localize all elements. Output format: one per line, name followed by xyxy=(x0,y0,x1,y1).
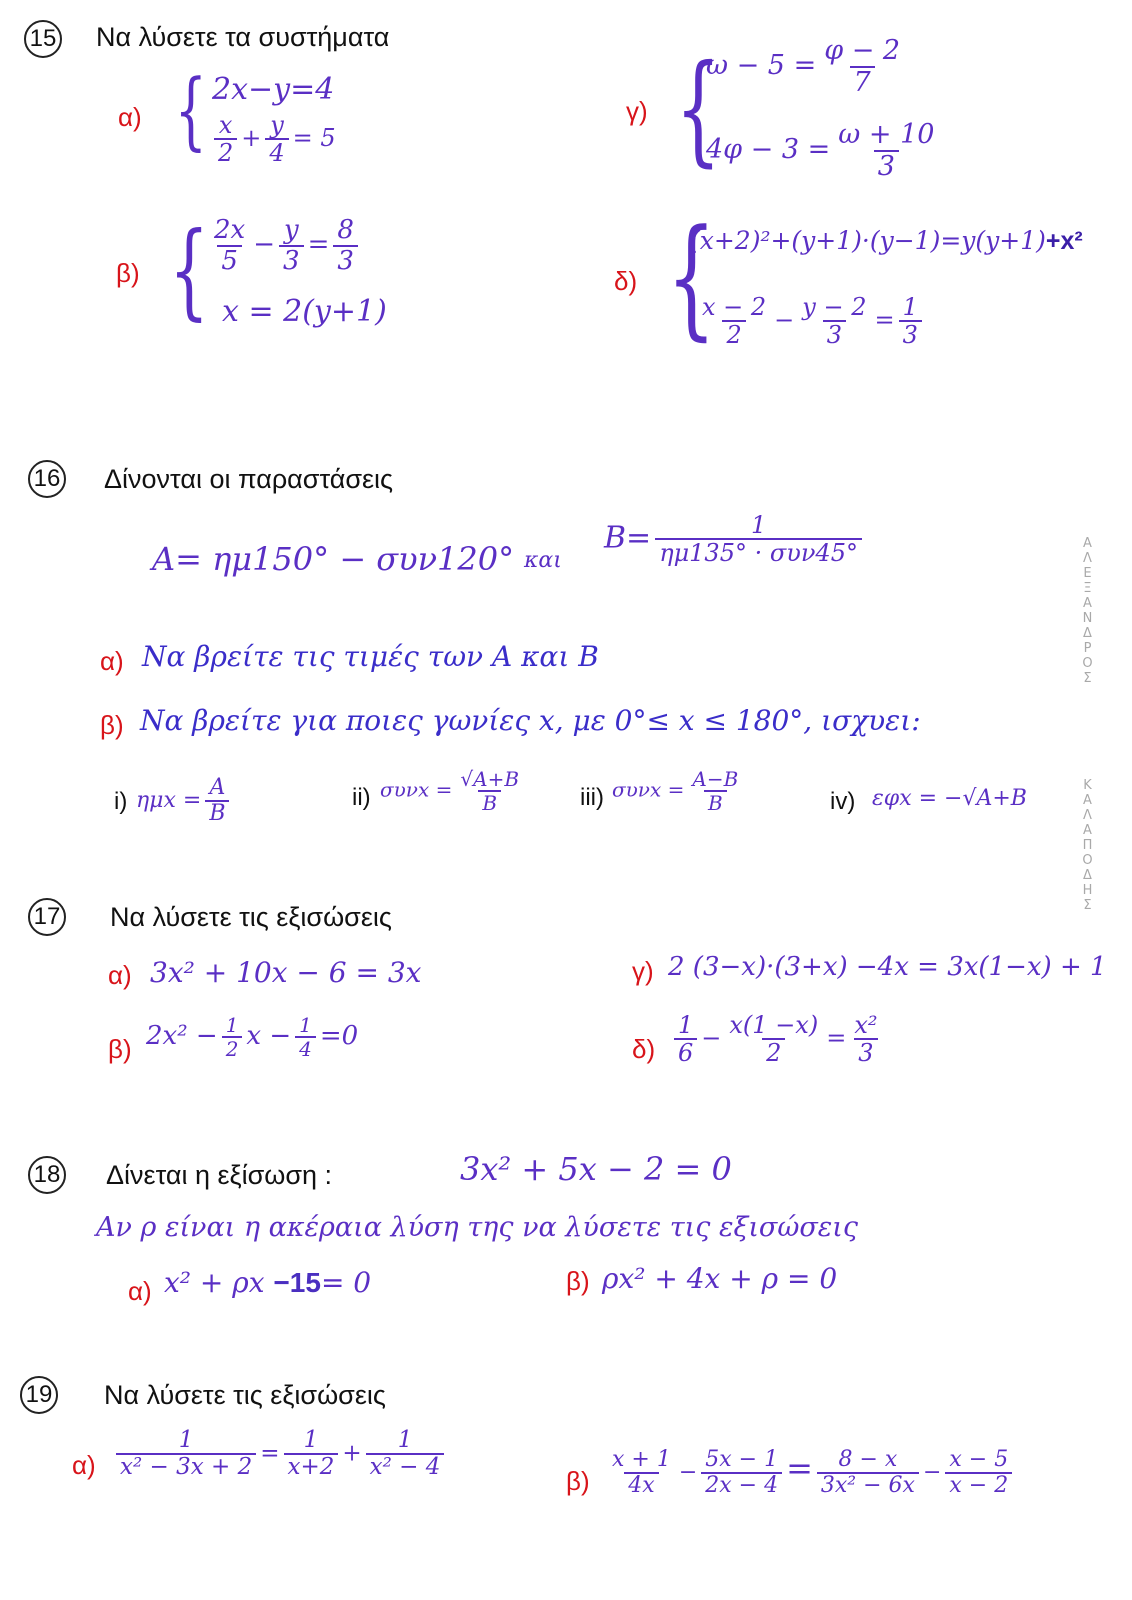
ex16-i-label: i) xyxy=(114,788,128,815)
ex16-expression-b: B= $\frac{1}{\text{ημ135° · συν45°}}$ xyxy=(604,512,866,567)
ex15-d-label: δ) xyxy=(614,266,638,296)
ex18-instruction: Αν ρ είναι η ακέραια λύση της να λύσετε τις εξισώσεις xyxy=(96,1212,858,1243)
exercise-19-title: Να λύσετε τις εξισώσεις xyxy=(104,1380,386,1410)
watermark-first-name: ΑΛΕΞΑΝΔΡΟΣ xyxy=(1080,536,1095,686)
exercise-number-15: 15 xyxy=(24,20,62,58)
system-brace: { xyxy=(169,209,209,331)
exercise-number-19: 19 xyxy=(20,1376,58,1414)
ex17-d-label: δ) xyxy=(632,1034,656,1064)
ex16-qb-label: β) xyxy=(100,710,124,740)
ex16-expression-a: A= ημ150° − συν120° xyxy=(152,540,515,578)
ex15-d-eq2: $\frac{x - 2}{2}$ − $\frac{y - 2}{3}$ = $\frac{1}{3}$ xyxy=(694,294,926,349)
ex18-b-expr: ρx² + 4x + ρ = 0 xyxy=(602,1262,838,1295)
ex16-i-expr: ημx = $\frac{A}{B}$ xyxy=(136,776,233,826)
ex16-ii-label: ii) xyxy=(352,784,371,811)
ex16-iii-label: iii) xyxy=(580,784,604,811)
watermark-last-name: ΚΑΛΑΠΟΔΗΣ xyxy=(1080,778,1095,913)
system-brace: { xyxy=(675,40,722,179)
exercise-16-title: Δίνονται οι παραστάσεις xyxy=(104,464,394,494)
ex17-b-label: β) xyxy=(108,1034,132,1064)
ex15-b-eq1: $\frac{2x}{5}$ − $\frac{y}{3}$ = $\frac{8}{3}$ xyxy=(206,216,362,275)
ex19-a-expr: $\frac{1}{\text{x² − 3x + 2}}$ = $\frac{1}{x+2}$ + $\frac{1}{\text{x² − 4}}$ xyxy=(112,1428,448,1481)
ex19-b-expr: $\frac{x + 1}{4x}$ − $\frac{5x - 1}{2x - 4}$ = $\frac{8 - x}{\text{3x² − 6x}}$ − $\frac{x - 5}{x - 2}$ xyxy=(604,1448,1016,1498)
ex15-g-eq2: 4φ − 3 = $\frac{\omega + 10}{3}$ xyxy=(706,119,935,182)
ex15-a-eq1: 2x−y=4 xyxy=(212,72,335,107)
exercise-number-16: 16 xyxy=(28,460,66,498)
ex17-d-expr: $\frac{1}{6}$ − $\frac{x(1 -x)}{2}$ = $\frac{\text{x²}}{3}$ xyxy=(670,1012,885,1067)
ex15-a-eq2: $\frac{x}{2}$ + $\frac{y}{4}$ = 5 xyxy=(210,112,336,167)
ex17-b-expr: 2x² − $\frac{1}{2}$ x − $\frac{1}{4}$ =0 xyxy=(146,1013,359,1061)
ex16-qa-text: Να βρείτε τις τιμές των A και B xyxy=(142,640,599,673)
ex16-iii-expr: συνx = $\frac{A-B}{B}$ xyxy=(612,767,739,815)
ex15-a-label: α) xyxy=(118,102,142,132)
ex19-a-label: α) xyxy=(72,1450,96,1480)
ex15-b-eq2: x = 2(y+1) xyxy=(222,294,387,329)
system-brace: { xyxy=(666,201,717,353)
exercise-17-title: Να λύσετε τις εξισώσεις xyxy=(110,902,392,932)
ex15-g-label: γ) xyxy=(626,96,648,126)
ex17-g-expr: 2 (3−x)·(3+x) −4x = 3x(1−x) + 1 xyxy=(668,952,1107,982)
ex17-a-expr: 3x² + 10x − 6 = 3x xyxy=(150,956,422,989)
ex16-iv-expr: εφx = −√A+B xyxy=(872,786,1027,811)
ex15-g-eq1: ω − 5 = $\frac{\varphi - 2}{7}$ xyxy=(706,35,901,98)
exercise-number-17: 17 xyxy=(28,898,66,936)
ex15-d-eq1: (x+2)²+(y+1)·(y−1)=y(y+1)+x² xyxy=(690,226,1083,255)
ex16-iv-label: iv) xyxy=(830,788,856,815)
exercise-15-title: Να λύσετε τα συστήματα xyxy=(96,22,390,52)
ex17-a-label: α) xyxy=(108,960,132,990)
ex16-qa-label: α) xyxy=(100,646,124,676)
ex18-a-expr: x² + ρx −15= 0 xyxy=(164,1266,372,1299)
exercise-18-title: Δίνεται η εξίσωση : xyxy=(106,1160,333,1190)
ex18-equation: 3x² + 5x − 2 = 0 xyxy=(460,1150,732,1188)
ex15-b-label: β) xyxy=(116,258,140,288)
ex17-g-label: γ) xyxy=(632,956,654,986)
system-brace: { xyxy=(174,61,207,159)
exercise-number-18: 18 xyxy=(28,1156,66,1194)
ex18-b-label: β) xyxy=(566,1266,590,1296)
ex19-b-label: β) xyxy=(566,1466,590,1496)
ex18-a-label: α) xyxy=(128,1276,152,1306)
ex16-and: και xyxy=(524,548,562,573)
ex16-ii-expr: συνx = $\frac{√A+B}{B}$ xyxy=(380,767,520,815)
ex16-qb-text: Να βρείτε για ποιες γωνίες x, με 0°≤ x ≤ 180°, ισχυει: xyxy=(140,704,921,737)
